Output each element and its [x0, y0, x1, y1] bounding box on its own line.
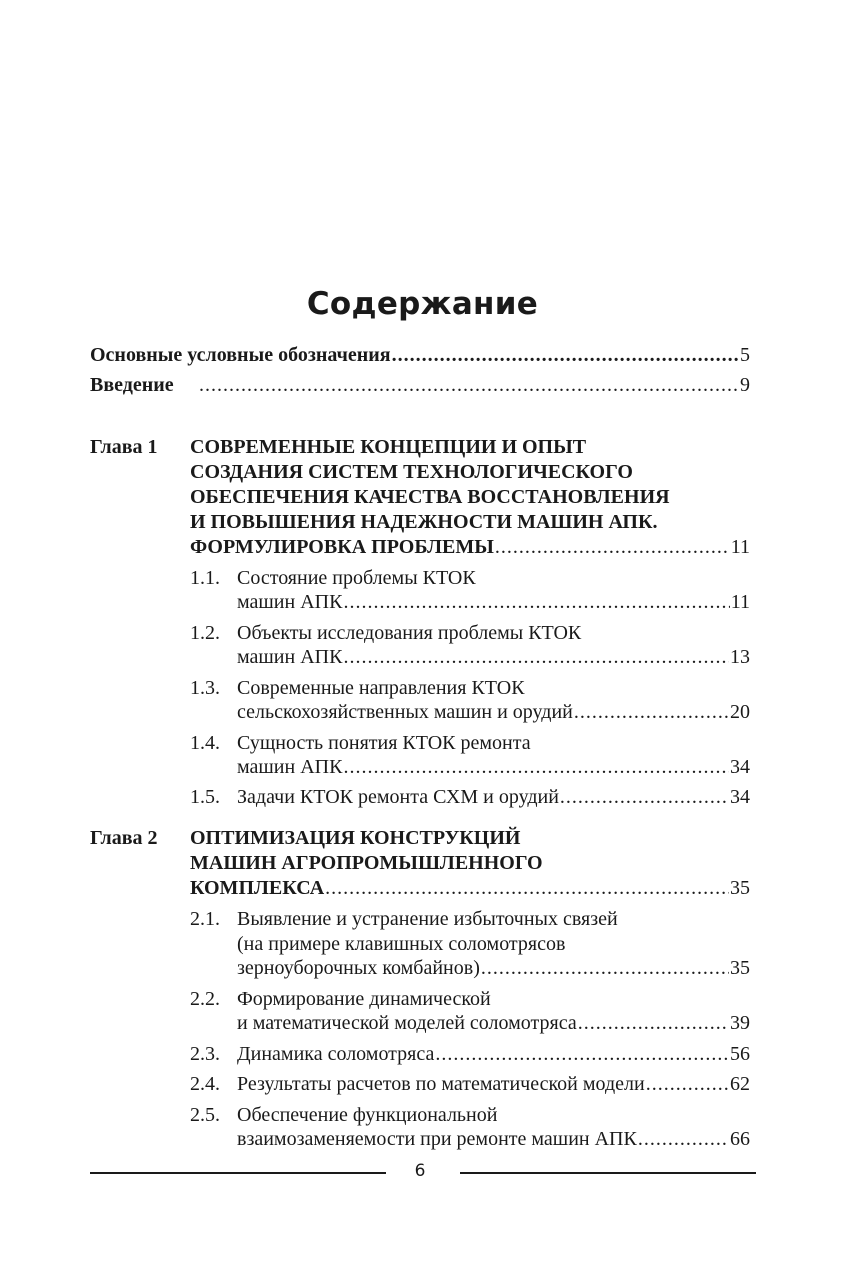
- footer-rule-left: [90, 1172, 386, 1174]
- toc-entry-title: Введение: [90, 374, 174, 396]
- section-title-line: Состояние проблемы КТОК: [237, 567, 476, 589]
- chapter-title-line: КОМПЛЕКСА: [190, 877, 325, 899]
- section-title-line: Сущность понятия КТОК ремонта: [237, 732, 531, 754]
- section-page: 39: [730, 1012, 750, 1034]
- section-entry-last: [237, 755, 750, 780]
- chapter-title-last-line: [190, 876, 750, 901]
- section-number: 2.3.: [190, 1043, 220, 1065]
- section-title-line: машин АПК: [237, 591, 343, 613]
- toc-entry: [90, 343, 750, 368]
- toc-entry: [90, 373, 750, 398]
- section-entry-last: [237, 645, 750, 670]
- section-entry-last: [237, 785, 750, 810]
- section-title-line: (на примере клавишных соломотрясов: [237, 933, 566, 955]
- dot-leader: [343, 590, 729, 615]
- section-page: 62: [730, 1073, 750, 1095]
- dot-leader: [199, 373, 739, 398]
- chapter-label: Глава 2: [90, 827, 158, 849]
- section-page: 20: [730, 701, 750, 723]
- section-number: 1.1.: [190, 567, 220, 589]
- chapter-title-last-line: [190, 535, 750, 560]
- dot-leader: [343, 755, 729, 780]
- section-page: 34: [730, 756, 750, 778]
- section-page: 13: [730, 646, 750, 668]
- dot-leader: [638, 1127, 729, 1152]
- section-number: 2.5.: [190, 1104, 220, 1126]
- section-title-line: Выявление и устранение избыточных связей: [237, 908, 618, 930]
- section-number: 2.2.: [190, 988, 220, 1010]
- page-number: 6: [414, 1161, 426, 1181]
- chapter-title-line: СОЗДАНИЯ СИСТЕМ ТЕХНОЛОГИЧЕСКОГО: [190, 461, 633, 483]
- chapter-title-line: СОВРЕМЕННЫЕ КОНЦЕПЦИИ И ОПЫТ: [190, 436, 587, 458]
- chapter-title-line: МАШИН АГРОПРОМЫШЛЕННОГО: [190, 852, 543, 874]
- chapter-title-line: И ПОВЫШЕНИЯ НАДЕЖНОСТИ МАШИН АПК.: [190, 511, 658, 533]
- dot-leader: [435, 1042, 729, 1067]
- chapter-title-line: ОПТИМИЗАЦИЯ КОНСТРУКЦИЙ: [190, 827, 521, 849]
- section-title-line: Динамика соломотряса: [237, 1043, 435, 1065]
- section-entry-last: [237, 1042, 750, 1067]
- dot-leader: [646, 1072, 729, 1097]
- section-title-line: Обеспечение функциональной: [237, 1104, 498, 1126]
- section-title-line: Формирование динамической: [237, 988, 491, 1010]
- toc-entry-page: 9: [740, 374, 750, 396]
- section-number: 1.2.: [190, 622, 220, 644]
- chapter-title-line: ФОРМУЛИРОВКА ПРОБЛЕМЫ: [190, 536, 494, 558]
- section-title-line: и математической моделей соломотряса: [237, 1012, 577, 1034]
- section-title-line: Объекты исследования проблемы КТОК: [237, 622, 582, 644]
- section-page: 11: [730, 591, 750, 613]
- section-title-line: Современные направления КТОК: [237, 677, 525, 699]
- section-number: 1.4.: [190, 732, 220, 754]
- toc-entry-title: Основные условные обозначения: [90, 344, 391, 366]
- section-title-line: зерноуборочных комбайнов): [237, 957, 480, 979]
- dot-leader: [343, 645, 729, 670]
- dot-leader: [392, 343, 739, 368]
- section-number: 1.3.: [190, 677, 220, 699]
- chapter-label: Глава 1: [90, 436, 158, 458]
- footer-rule-right: [460, 1172, 756, 1174]
- section-title-line: сельскохозяйственных машин и орудий: [237, 701, 573, 723]
- section-title-line: Задачи КТОК ремонта СХМ и орудий: [237, 786, 559, 808]
- section-title-line: взаимозаменяемости при ремонте машин АПК: [237, 1128, 637, 1150]
- dot-leader: [325, 876, 729, 901]
- section-number: 2.4.: [190, 1073, 220, 1095]
- dot-leader: [578, 1011, 729, 1036]
- section-entry-last: [237, 956, 750, 981]
- section-entry-last: [237, 590, 750, 615]
- dot-leader: [495, 535, 730, 560]
- section-entry-last: [237, 1011, 750, 1036]
- section-page: 66: [730, 1128, 750, 1150]
- section-title-line: машин АПК: [237, 756, 343, 778]
- section-number: 1.5.: [190, 786, 220, 808]
- dot-leader: [481, 956, 729, 981]
- section-page: 56: [730, 1043, 750, 1065]
- section-number: 2.1.: [190, 908, 220, 930]
- chapter-title-line: ОБЕСПЕЧЕНИЯ КАЧЕСТВА ВОССТАНОВЛЕНИЯ: [190, 486, 670, 508]
- page-title: Содержание: [306, 286, 539, 322]
- chapter-page: 35: [730, 877, 750, 899]
- dot-leader: [574, 700, 729, 725]
- dot-leader: [560, 785, 729, 810]
- toc-entry-page: 5: [740, 344, 750, 366]
- section-entry-last: [237, 1072, 750, 1097]
- section-page: 34: [730, 786, 750, 808]
- chapter-page: 11: [730, 536, 750, 558]
- section-entry-last: [237, 1127, 750, 1152]
- section-title-line: Результаты расчетов по математической модели: [237, 1073, 645, 1095]
- section-title-line: машин АПК: [237, 646, 343, 668]
- section-entry-last: [237, 700, 750, 725]
- section-page: 35: [730, 957, 750, 979]
